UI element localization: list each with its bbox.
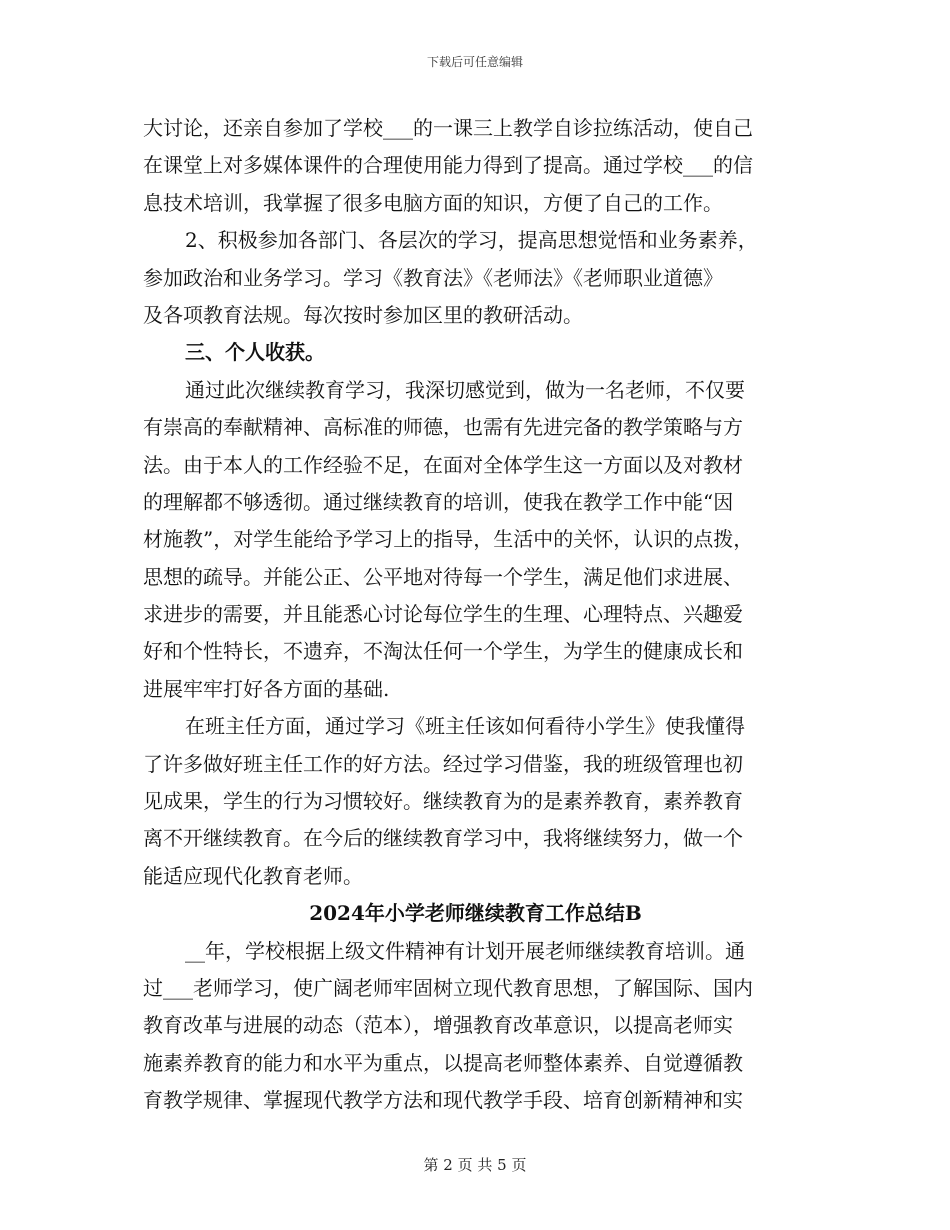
text-line: 育教学规律、掌握现代教学方法和现代教学手段、培育创新精神和实 xyxy=(143,1088,743,1113)
text-line: 息技术培训，我掌握了很多电脑方面的知识，方便了自己的工作。 xyxy=(143,190,723,215)
text-line: 求进步的需要，并且能悉心讨论每位学生的生理、心理特点、兴趣爱 xyxy=(143,602,743,627)
text-line: 有崇高的奉献精神、高标准的师德，也需有先进完备的教学策略与方 xyxy=(143,415,743,440)
page-header: 下载后可任意编辑 xyxy=(426,55,523,69)
text-line: 法。由于本人的工作经验不足，在面对全体学生这一方面以及对教材 xyxy=(143,452,743,477)
text-line: 了许多做好班主任工作的好方法。经过学习借鉴，我的班级管理也初 xyxy=(143,751,743,776)
text-line: 施素养教育的能力和水平为重点，以提高老师整体素养、自觉遵循教 xyxy=(143,1050,743,1075)
text-line: 在课堂上对多媒体课件的合理使用能力得到了提高。通过学校___的信 xyxy=(143,153,753,178)
text-line: 见成果，学生的行为习惯较好。继续教育为的是素养教育，素养教育 xyxy=(143,789,743,814)
text-line: 2、积极参加各部门、各层次的学习，提高思想觉悟和业务素养， xyxy=(185,228,758,253)
text-line: 大讨论，还亲自参加了学校___的一课三上教学自诊拉练活动，使自己 xyxy=(143,116,753,140)
document-body xyxy=(143,110,808,1120)
text-line: 在班主任方面，通过学习《班主任该如何看待小学生》使我懂得 xyxy=(185,714,745,739)
text-line: 三、个人收获。 xyxy=(185,340,325,365)
text-line: 离不开继续教育。在今后的继续教育学习中，我将继续努力，做一个 xyxy=(143,826,743,851)
text-line: 过___老师学习，使广阔老师牢固树立现代教育思想，了解国际、国内 xyxy=(143,975,753,1000)
text-line: 通过此次继续教育学习，我深切感觉到，做为一名老师，不仅要 xyxy=(185,377,745,402)
text-line: 教育改革与进展的动态（范本），增强教育改革意识，以提高老师实 xyxy=(143,1013,733,1038)
text-line: __年，学校根据上级文件精神有计划开展老师继续教育培训。通 xyxy=(185,938,745,963)
text-line: 参加政治和业务学习。学习《教育法》《老师法》《老师职业道德》 xyxy=(143,265,723,290)
section-title: 2024年小学老师继续教育工作总结B xyxy=(309,901,642,926)
text-line: 能适应现代化教育老师。 xyxy=(143,863,363,888)
text-line: 及各项教育法规。每次按时参加区里的教研活动。 xyxy=(143,302,583,327)
text-line: 好和个性特长，不遗弃，不淘汰任何一个学生，为学生的健康成长和 xyxy=(143,639,743,664)
page-number: 第 2 页 共 5 页 xyxy=(423,1156,527,1174)
text-line: 思想的疏导。并能公正、公平地对待每一个学生，满足他们求进展、 xyxy=(143,564,743,589)
text-line: 进展牢牢打好各方面的基础. xyxy=(143,676,390,701)
text-line: 材施教”，对学生能给予学习上的指导，生活中的关怀，认识的点拨， xyxy=(143,527,754,552)
text-line: 的理解都不够透彻。通过继续教育的培训，使我在教学工作中能“因 xyxy=(143,489,734,514)
